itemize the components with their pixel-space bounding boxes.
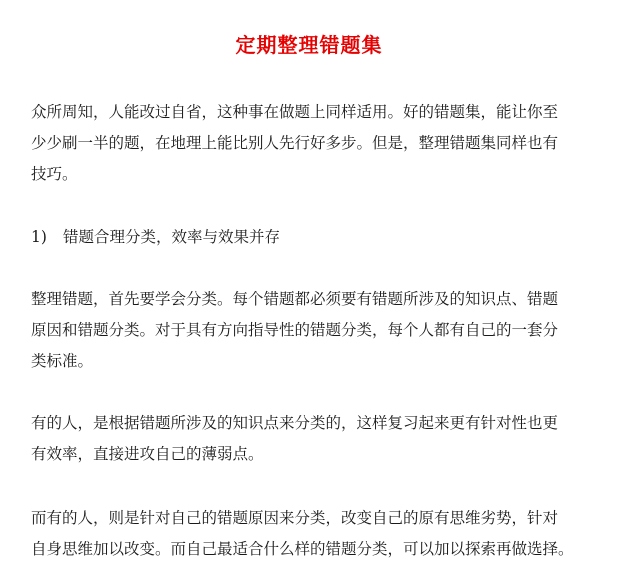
section-number: 1) [31, 228, 47, 246]
text-line: 有效率，直接进攻自己的薄弱点。 [31, 445, 264, 463]
text-line: 技巧。 [31, 165, 78, 183]
text-line: 原因和错题分类。对于具有方向指导性的错题分类，每个人都有自己的一套分 [31, 321, 559, 339]
text-line: 自身思维加以改变。而自己最适合什么样的错题分类，可以加以探索再做选择。 [31, 540, 574, 558]
classification-paragraph [31, 284, 591, 377]
text-line: 众所周知，人能改过自省，这种事在做题上同样适用。好的错题集，能让你至 [31, 103, 559, 121]
knowledge-point-paragraph [31, 408, 591, 470]
section-heading-text: 错题合理分类，效率与效果并存 [63, 228, 281, 246]
text-line: 类标准。 [31, 352, 94, 370]
section-heading-line [31, 222, 591, 253]
intro-paragraph [31, 97, 591, 190]
text-line: 整理错题，首先要学会分类。每个错题都必须要有错题所涉及的知识点、错题 [31, 290, 559, 308]
text-line: 有的人，是根据错题所涉及的知识点来分类的，这样复习起来更有针对性也更 [31, 414, 559, 432]
error-cause-paragraph [31, 503, 591, 565]
text-line: 少少刷一半的题，在地理上能比别人先行好多步。但是，整理错题集同样也有 [31, 134, 559, 152]
document-title: 定期整理错题集 [235, 33, 383, 57]
section-heading [31, 222, 591, 253]
text-line: 而有的人，则是针对自己的错题原因来分类，改变自己的原有思维劣势，针对 [31, 509, 559, 527]
